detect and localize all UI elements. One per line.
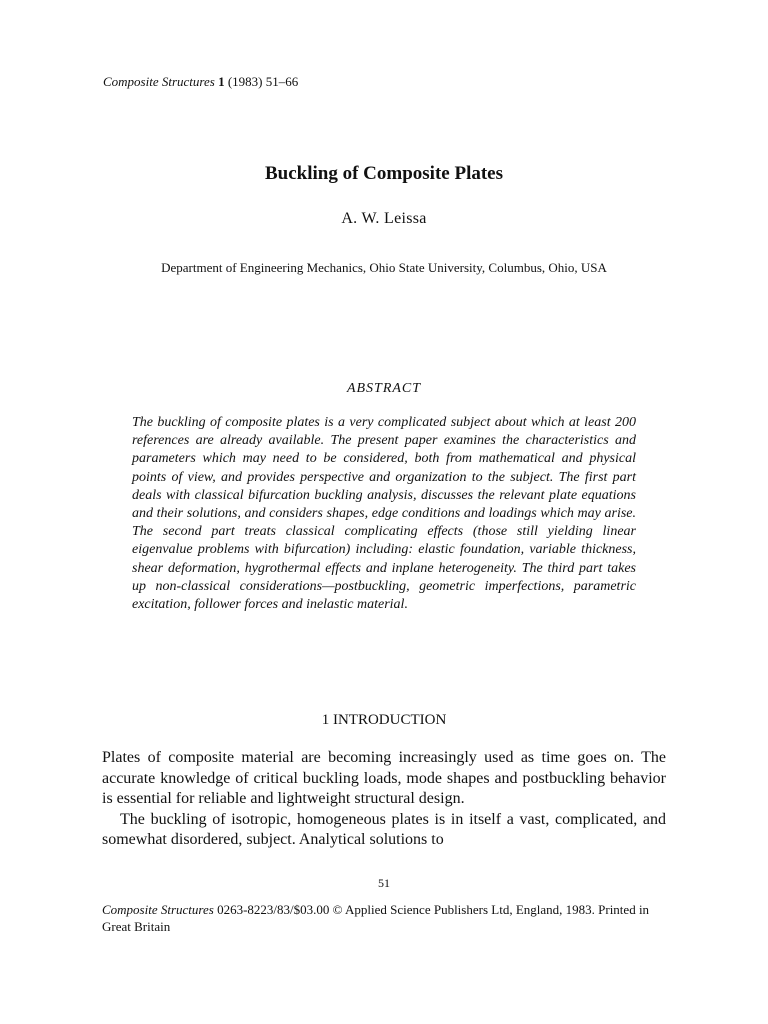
section-heading: 1 INTRODUCTION bbox=[321, 712, 447, 728]
journal-reference bbox=[103, 74, 298, 90]
journal-name: Composite Structures bbox=[103, 74, 215, 89]
page-number: 51 bbox=[378, 876, 390, 890]
abstract-heading: ABSTRACT bbox=[346, 381, 422, 396]
journal-year-pages: (1983) 51–66 bbox=[224, 74, 299, 89]
author-affiliation: Department of Engineering Mechanics, Ohio State University, Columbus, Ohio, USA bbox=[161, 260, 607, 275]
footer-journal-name: Composite Structures bbox=[102, 902, 214, 917]
abstract-text: The buckling of composite plates is a very complicated subject about which at least 200 references are already available. The present paper examines the characteristics and parameters which may need to be considered, both from mathematical and physical points of view, and provides perspective and organization to the subject. The first part deals with classical bifurcation buckling analysis, discusses the relevant plate equations and their solutions, and considers shapes, edge conditions and loadings which may arise. The second part treats classical complicating effects (those still yielding linear eigenvalue problems with bifurcation) including: elastic foundation, variable thickness, shear deformation, hygrothermal effects and inplane heterogeneity. The third part takes up non-classical considerations—postbuckling, geometric imperfections, parametric excitation, follower forces and inelastic material. bbox=[132, 415, 636, 613]
footer-copyright bbox=[102, 901, 662, 935]
intro-paragraph-1: Plates of composite material are becoming increasingly used as time goes on. The accurate knowledge of critical buckling loads, mode shapes and postbuckling behavior is essential for reliable and lightweight structural design. bbox=[102, 749, 666, 807]
author-name: A. W. Leissa bbox=[341, 210, 427, 227]
introduction-body bbox=[102, 748, 666, 851]
paper-title: Buckling of Composite Plates bbox=[264, 163, 504, 184]
journal-volume: 1 bbox=[218, 74, 225, 89]
footer-copyright-text: 0263-8223/83/$03.00 © Applied Science Publishers Ltd, England, 1983. Printed in Great Britain bbox=[102, 902, 650, 934]
intro-paragraph-2: The buckling of isotropic, homogeneous plates is in itself a vast, complicated, and somewhat disordered, subject. Analytical solutions to bbox=[102, 810, 666, 848]
